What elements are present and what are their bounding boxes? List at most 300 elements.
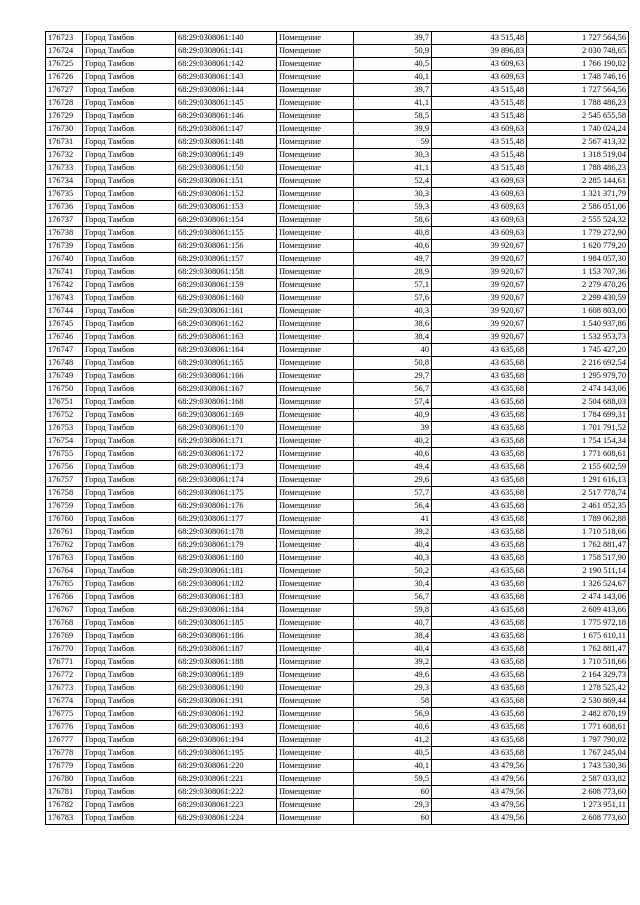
cadastral-number-cell: 68:29:0308061:185 <box>176 617 277 630</box>
locality-cell: Город Тамбов <box>83 97 176 110</box>
row-id-cell: 176773 <box>46 682 83 695</box>
cadastral-value-cell: 2 299 430,59 <box>527 292 629 305</box>
area-cell: 38,6 <box>354 318 432 331</box>
cadastral-number-cell: 68:29:0308061:221 <box>176 773 277 786</box>
area-cell: 57,7 <box>354 487 432 500</box>
table-row <box>46 344 629 357</box>
locality-cell: Город Тамбов <box>83 331 176 344</box>
cadastral-value-cell: 2 504 688,03 <box>527 396 629 409</box>
area-cell: 57,4 <box>354 396 432 409</box>
object-type-cell: Помещение <box>277 565 354 578</box>
cadastral-number-cell: 68:29:0308061:155 <box>176 227 277 240</box>
cadastral-number-cell: 68:29:0308061:158 <box>176 266 277 279</box>
table-row <box>46 97 629 110</box>
locality-cell: Город Тамбов <box>83 305 176 318</box>
row-id-cell: 176779 <box>46 760 83 773</box>
table-row <box>46 149 629 162</box>
row-id-cell: 176757 <box>46 474 83 487</box>
object-type-cell: Помещение <box>277 162 354 175</box>
cadastral-number-cell: 68:29:0308061:161 <box>176 305 277 318</box>
area-cell: 40 <box>354 344 432 357</box>
object-type-cell: Помещение <box>277 812 354 825</box>
locality-cell: Город Тамбов <box>83 435 176 448</box>
locality-cell: Город Тамбов <box>83 214 176 227</box>
locality-cell: Город Тамбов <box>83 383 176 396</box>
unit-cadastral-value-cell: 43 635,68 <box>432 513 527 526</box>
object-type-cell: Помещение <box>277 136 354 149</box>
object-type-cell: Помещение <box>277 487 354 500</box>
table-row <box>46 578 629 591</box>
object-type-cell: Помещение <box>277 591 354 604</box>
object-type-cell: Помещение <box>277 630 354 643</box>
cadastral-number-cell: 68:29:0308061:183 <box>176 591 277 604</box>
area-cell: 40,8 <box>354 227 432 240</box>
table-row <box>46 422 629 435</box>
cadastral-value-cell: 2 567 413,32 <box>527 136 629 149</box>
table-row <box>46 305 629 318</box>
area-cell: 40,3 <box>354 305 432 318</box>
cadastral-value-cell: 1 779 272,90 <box>527 227 629 240</box>
unit-cadastral-value-cell: 43 609,63 <box>432 58 527 71</box>
row-id-cell: 176724 <box>46 45 83 58</box>
area-cell: 38,4 <box>354 331 432 344</box>
table-row <box>46 682 629 695</box>
locality-cell: Город Тамбов <box>83 708 176 721</box>
row-id-cell: 176726 <box>46 71 83 84</box>
cadastral-number-cell: 68:29:0308061:182 <box>176 578 277 591</box>
cadastral-value-cell: 1 775 972,18 <box>527 617 629 630</box>
area-cell: 39,2 <box>354 526 432 539</box>
object-type-cell: Помещение <box>277 786 354 799</box>
cadastral-number-cell: 68:29:0308061:162 <box>176 318 277 331</box>
area-cell: 41,1 <box>354 97 432 110</box>
table-row <box>46 708 629 721</box>
row-id-cell: 176763 <box>46 552 83 565</box>
locality-cell: Город Тамбов <box>83 539 176 552</box>
table-row <box>46 370 629 383</box>
row-id-cell: 176741 <box>46 266 83 279</box>
cadastral-value-cell: 1 710 518,66 <box>527 526 629 539</box>
table-row <box>46 266 629 279</box>
row-id-cell: 176750 <box>46 383 83 396</box>
cadastral-number-cell: 68:29:0308061:166 <box>176 370 277 383</box>
unit-cadastral-value-cell: 39 920,67 <box>432 266 527 279</box>
cadastral-number-cell: 68:29:0308061:168 <box>176 396 277 409</box>
table-row <box>46 227 629 240</box>
locality-cell: Город Тамбов <box>83 370 176 383</box>
area-cell: 29,7 <box>354 370 432 383</box>
area-cell: 41,2 <box>354 734 432 747</box>
object-type-cell: Помещение <box>277 383 354 396</box>
cadastral-value-cell: 2 517 778,74 <box>527 487 629 500</box>
locality-cell: Город Тамбов <box>83 461 176 474</box>
row-id-cell: 176728 <box>46 97 83 110</box>
object-type-cell: Помещение <box>277 409 354 422</box>
area-cell: 56,7 <box>354 383 432 396</box>
row-id-cell: 176751 <box>46 396 83 409</box>
area-cell: 39,9 <box>354 123 432 136</box>
cadastral-number-cell: 68:29:0308061:223 <box>176 799 277 812</box>
locality-cell: Город Тамбов <box>83 162 176 175</box>
table-row <box>46 279 629 292</box>
cadastral-number-cell: 68:29:0308061:156 <box>176 240 277 253</box>
area-cell: 58,5 <box>354 110 432 123</box>
row-id-cell: 176734 <box>46 175 83 188</box>
locality-cell: Город Тамбов <box>83 487 176 500</box>
object-type-cell: Помещение <box>277 669 354 682</box>
object-type-cell: Помещение <box>277 747 354 760</box>
area-cell: 29,6 <box>354 474 432 487</box>
row-id-cell: 176727 <box>46 84 83 97</box>
cadastral-value-cell: 2 190 511,14 <box>527 565 629 578</box>
row-id-cell: 176732 <box>46 149 83 162</box>
object-type-cell: Помещение <box>277 708 354 721</box>
cadastral-number-cell: 68:29:0308061:142 <box>176 58 277 71</box>
unit-cadastral-value-cell: 43 515,48 <box>432 84 527 97</box>
object-type-cell: Помещение <box>277 734 354 747</box>
locality-cell: Город Тамбов <box>83 760 176 773</box>
area-cell: 30,3 <box>354 149 432 162</box>
object-type-cell: Помещение <box>277 175 354 188</box>
unit-cadastral-value-cell: 43 479,56 <box>432 773 527 786</box>
cadastral-number-cell: 68:29:0308061:148 <box>176 136 277 149</box>
cadastral-value-cell: 1 295 979,70 <box>527 370 629 383</box>
object-type-cell: Помещение <box>277 656 354 669</box>
row-id-cell: 176729 <box>46 110 83 123</box>
cadastral-number-cell: 68:29:0308061:177 <box>176 513 277 526</box>
object-type-cell: Помещение <box>277 721 354 734</box>
row-id-cell: 176778 <box>46 747 83 760</box>
table-row <box>46 513 629 526</box>
locality-cell: Город Тамбов <box>83 123 176 136</box>
cadastral-value-cell: 2 285 144,61 <box>527 175 629 188</box>
area-cell: 40,6 <box>354 240 432 253</box>
cadastral-value-cell: 1 766 190,02 <box>527 58 629 71</box>
table-row <box>46 695 629 708</box>
area-cell: 38,4 <box>354 630 432 643</box>
cadastral-number-cell: 68:29:0308061:222 <box>176 786 277 799</box>
locality-cell: Город Тамбов <box>83 396 176 409</box>
object-type-cell: Помещение <box>277 266 354 279</box>
cadastral-number-cell: 68:29:0308061:169 <box>176 409 277 422</box>
table-row <box>46 240 629 253</box>
table-row <box>46 461 629 474</box>
locality-cell: Город Тамбов <box>83 591 176 604</box>
table-row <box>46 253 629 266</box>
cadastral-number-cell: 68:29:0308061:147 <box>176 123 277 136</box>
row-id-cell: 176731 <box>46 136 83 149</box>
row-id-cell: 176769 <box>46 630 83 643</box>
row-id-cell: 176772 <box>46 669 83 682</box>
locality-cell: Город Тамбов <box>83 188 176 201</box>
object-type-cell: Помещение <box>277 760 354 773</box>
table-row <box>46 656 629 669</box>
cadastral-value-cell: 2 482 870,19 <box>527 708 629 721</box>
area-cell: 59 <box>354 136 432 149</box>
cadastral-value-cell: 2 474 143,06 <box>527 383 629 396</box>
row-id-cell: 176743 <box>46 292 83 305</box>
row-id-cell: 176723 <box>46 32 83 45</box>
cadastral-number-cell: 68:29:0308061:141 <box>176 45 277 58</box>
cadastral-number-cell: 68:29:0308061:191 <box>176 695 277 708</box>
area-cell: 50,9 <box>354 45 432 58</box>
area-cell: 40,7 <box>354 617 432 630</box>
locality-cell: Город Тамбов <box>83 721 176 734</box>
object-type-cell: Помещение <box>277 32 354 45</box>
locality-cell: Город Тамбов <box>83 136 176 149</box>
area-cell: 40,2 <box>354 435 432 448</box>
cadastral-value-cell: 2 216 692,54 <box>527 357 629 370</box>
table-row <box>46 448 629 461</box>
row-id-cell: 176774 <box>46 695 83 708</box>
area-cell: 56,4 <box>354 500 432 513</box>
unit-cadastral-value-cell: 43 479,56 <box>432 786 527 799</box>
locality-cell: Город Тамбов <box>83 240 176 253</box>
row-id-cell: 176753 <box>46 422 83 435</box>
cadastral-number-cell: 68:29:0308061:140 <box>176 32 277 45</box>
unit-cadastral-value-cell: 43 635,68 <box>432 487 527 500</box>
table-row <box>46 396 629 409</box>
locality-cell: Город Тамбов <box>83 279 176 292</box>
table-row <box>46 331 629 344</box>
cadastral-number-cell: 68:29:0308061:173 <box>176 461 277 474</box>
table-row <box>46 214 629 227</box>
cadastral-number-cell: 68:29:0308061:224 <box>176 812 277 825</box>
locality-cell: Город Тамбов <box>83 669 176 682</box>
cadastral-number-cell: 68:29:0308061:151 <box>176 175 277 188</box>
cadastral-number-cell: 68:29:0308061:192 <box>176 708 277 721</box>
unit-cadastral-value-cell: 43 635,68 <box>432 617 527 630</box>
row-id-cell: 176748 <box>46 357 83 370</box>
table-row <box>46 552 629 565</box>
area-cell: 40,1 <box>354 760 432 773</box>
object-type-cell: Помещение <box>277 773 354 786</box>
row-id-cell: 176758 <box>46 487 83 500</box>
area-cell: 59,3 <box>354 201 432 214</box>
cadastral-number-cell: 68:29:0308061:171 <box>176 435 277 448</box>
cadastral-value-cell: 1 754 154,34 <box>527 435 629 448</box>
row-id-cell: 176761 <box>46 526 83 539</box>
row-id-cell: 176745 <box>46 318 83 331</box>
cadastral-value-cell: 1 153 707,36 <box>527 266 629 279</box>
cadastral-number-cell: 68:29:0308061:167 <box>176 383 277 396</box>
area-cell: 56,9 <box>354 708 432 721</box>
cadastral-value-cell: 1 762 881,47 <box>527 539 629 552</box>
unit-cadastral-value-cell: 43 479,56 <box>432 799 527 812</box>
cadastral-number-cell: 68:29:0308061:165 <box>176 357 277 370</box>
cadastral-value-cell: 1 727 564,56 <box>527 84 629 97</box>
unit-cadastral-value-cell: 43 479,56 <box>432 760 527 773</box>
area-cell: 39,7 <box>354 84 432 97</box>
area-cell: 41,1 <box>354 162 432 175</box>
unit-cadastral-value-cell: 39 920,67 <box>432 279 527 292</box>
cadastral-value-cell: 2 279 470,26 <box>527 279 629 292</box>
table-row <box>46 110 629 123</box>
object-type-cell: Помещение <box>277 188 354 201</box>
unit-cadastral-value-cell: 43 635,68 <box>432 591 527 604</box>
cadastral-value-cell: 1 797 790,02 <box>527 734 629 747</box>
object-type-cell: Помещение <box>277 474 354 487</box>
row-id-cell: 176759 <box>46 500 83 513</box>
table-row <box>46 474 629 487</box>
cadastral-value-cell: 1 318 519,04 <box>527 149 629 162</box>
table-body <box>46 32 629 825</box>
locality-cell: Город Тамбов <box>83 201 176 214</box>
object-type-cell: Помещение <box>277 318 354 331</box>
cadastral-value-cell: 1 278 525,42 <box>527 682 629 695</box>
object-type-cell: Помещение <box>277 97 354 110</box>
table-row <box>46 162 629 175</box>
unit-cadastral-value-cell: 43 635,68 <box>432 474 527 487</box>
unit-cadastral-value-cell: 43 609,63 <box>432 201 527 214</box>
locality-cell: Город Тамбов <box>83 292 176 305</box>
cadastral-number-cell: 68:29:0308061:180 <box>176 552 277 565</box>
row-id-cell: 176762 <box>46 539 83 552</box>
unit-cadastral-value-cell: 43 609,63 <box>432 123 527 136</box>
cadastral-value-cell: 1 608 803,00 <box>527 305 629 318</box>
cadastral-number-cell: 68:29:0308061:149 <box>176 149 277 162</box>
table-row <box>46 786 629 799</box>
area-cell: 49,7 <box>354 253 432 266</box>
unit-cadastral-value-cell: 39 920,67 <box>432 305 527 318</box>
area-cell: 29,3 <box>354 799 432 812</box>
cadastral-value-cell: 2 609 413,66 <box>527 604 629 617</box>
cadastral-value-cell: 2 461 052,35 <box>527 500 629 513</box>
unit-cadastral-value-cell: 43 609,63 <box>432 71 527 84</box>
object-type-cell: Помещение <box>277 422 354 435</box>
row-id-cell: 176742 <box>46 279 83 292</box>
row-id-cell: 176730 <box>46 123 83 136</box>
area-cell: 60 <box>354 812 432 825</box>
row-id-cell: 176736 <box>46 201 83 214</box>
locality-cell: Город Тамбов <box>83 799 176 812</box>
area-cell: 50,8 <box>354 357 432 370</box>
locality-cell: Город Тамбов <box>83 734 176 747</box>
area-cell: 29,3 <box>354 682 432 695</box>
row-id-cell: 176739 <box>46 240 83 253</box>
locality-cell: Город Тамбов <box>83 617 176 630</box>
cadastral-value-cell: 2 530 869,44 <box>527 695 629 708</box>
cadastral-value-cell: 2 030 748,65 <box>527 45 629 58</box>
locality-cell: Город Тамбов <box>83 500 176 513</box>
locality-cell: Город Тамбов <box>83 656 176 669</box>
cadastral-number-cell: 68:29:0308061:143 <box>176 71 277 84</box>
area-cell: 40,6 <box>354 721 432 734</box>
locality-cell: Город Тамбов <box>83 84 176 97</box>
cadastral-value-cell: 1 748 746,16 <box>527 71 629 84</box>
cadastral-value-cell: 1 789 062,88 <box>527 513 629 526</box>
object-type-cell: Помещение <box>277 214 354 227</box>
row-id-cell: 176767 <box>46 604 83 617</box>
cadastral-number-cell: 68:29:0308061:187 <box>176 643 277 656</box>
unit-cadastral-value-cell: 43 635,68 <box>432 721 527 734</box>
cadastral-value-cell: 1 540 937,86 <box>527 318 629 331</box>
unit-cadastral-value-cell: 39 920,67 <box>432 331 527 344</box>
cadastral-value-cell: 1 532 953,73 <box>527 331 629 344</box>
unit-cadastral-value-cell: 43 635,68 <box>432 656 527 669</box>
table-row <box>46 487 629 500</box>
cadastral-value-cell: 2 586 051,06 <box>527 201 629 214</box>
cadastral-value-cell: 2 555 524,32 <box>527 214 629 227</box>
cadastral-number-cell: 68:29:0308061:176 <box>176 500 277 513</box>
row-id-cell: 176749 <box>46 370 83 383</box>
row-id-cell: 176754 <box>46 435 83 448</box>
locality-cell: Город Тамбов <box>83 565 176 578</box>
locality-cell: Город Тамбов <box>83 786 176 799</box>
table-row <box>46 643 629 656</box>
cadastral-number-cell: 68:29:0308061:152 <box>176 188 277 201</box>
locality-cell: Город Тамбов <box>83 552 176 565</box>
cadastral-value-cell: 1 771 608,61 <box>527 448 629 461</box>
cadastral-number-cell: 68:29:0308061:181 <box>176 565 277 578</box>
table-row <box>46 734 629 747</box>
row-id-cell: 176747 <box>46 344 83 357</box>
locality-cell: Город Тамбов <box>83 58 176 71</box>
locality-cell: Город Тамбов <box>83 604 176 617</box>
object-type-cell: Помещение <box>277 370 354 383</box>
unit-cadastral-value-cell: 43 635,68 <box>432 578 527 591</box>
locality-cell: Город Тамбов <box>83 578 176 591</box>
table-row <box>46 58 629 71</box>
object-type-cell: Помещение <box>277 617 354 630</box>
row-id-cell: 176780 <box>46 773 83 786</box>
area-cell: 58 <box>354 695 432 708</box>
unit-cadastral-value-cell: 43 609,63 <box>432 214 527 227</box>
row-id-cell: 176781 <box>46 786 83 799</box>
unit-cadastral-value-cell: 43 635,68 <box>432 448 527 461</box>
cadastral-number-cell: 68:29:0308061:146 <box>176 110 277 123</box>
table-row <box>46 292 629 305</box>
area-cell: 58,6 <box>354 214 432 227</box>
cadastral-value-cell: 1 326 524,67 <box>527 578 629 591</box>
cadastral-number-cell: 68:29:0308061:184 <box>176 604 277 617</box>
table-row <box>46 175 629 188</box>
table-row <box>46 84 629 97</box>
table-row <box>46 565 629 578</box>
cadastral-value-cell: 1 762 881,47 <box>527 643 629 656</box>
locality-cell: Город Тамбов <box>83 422 176 435</box>
area-cell: 49,4 <box>354 461 432 474</box>
cadastral-number-cell: 68:29:0308061:193 <box>176 721 277 734</box>
cadastral-value-cell: 1 701 791,52 <box>527 422 629 435</box>
unit-cadastral-value-cell: 43 635,68 <box>432 461 527 474</box>
locality-cell: Город Тамбов <box>83 526 176 539</box>
cadastral-value-cell: 1 740 024,24 <box>527 123 629 136</box>
object-type-cell: Помещение <box>277 799 354 812</box>
table-row <box>46 630 629 643</box>
locality-cell: Город Тамбов <box>83 149 176 162</box>
unit-cadastral-value-cell: 43 515,48 <box>432 162 527 175</box>
cadastral-value-cell: 2 587 033,82 <box>527 773 629 786</box>
unit-cadastral-value-cell: 43 635,68 <box>432 500 527 513</box>
unit-cadastral-value-cell: 43 635,68 <box>432 344 527 357</box>
cadastral-number-cell: 68:29:0308061:174 <box>176 474 277 487</box>
area-cell: 59,5 <box>354 773 432 786</box>
row-id-cell: 176766 <box>46 591 83 604</box>
object-type-cell: Помещение <box>277 84 354 97</box>
locality-cell: Город Тамбов <box>83 227 176 240</box>
row-id-cell: 176733 <box>46 162 83 175</box>
object-type-cell: Помещение <box>277 357 354 370</box>
object-type-cell: Помещение <box>277 58 354 71</box>
locality-cell: Город Тамбов <box>83 344 176 357</box>
row-id-cell: 176756 <box>46 461 83 474</box>
row-id-cell: 176746 <box>46 331 83 344</box>
cadastral-number-cell: 68:29:0308061:159 <box>176 279 277 292</box>
cadastral-number-cell: 68:29:0308061:189 <box>176 669 277 682</box>
locality-cell: Город Тамбов <box>83 253 176 266</box>
object-type-cell: Помещение <box>277 71 354 84</box>
